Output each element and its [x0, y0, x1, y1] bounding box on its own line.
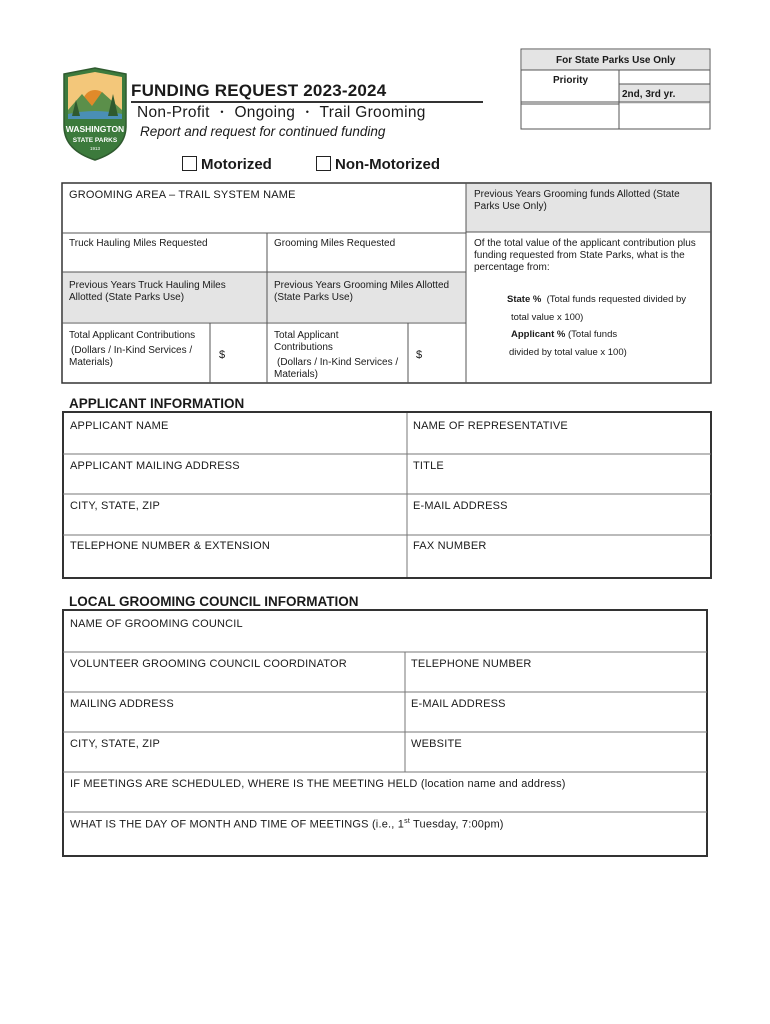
logo-text-1: WASHINGTON: [65, 124, 125, 134]
council-mailing-label: MAILING ADDRESS: [70, 698, 174, 710]
prev-grooming-miles-label: Previous Years Grooming Miles Allotted (State Parks Use): [274, 280, 450, 303]
applicant-percent-desc: (Total funds: [568, 329, 618, 340]
council-section-heading: LOCAL GROOMING COUNCIL INFORMATION: [69, 594, 359, 609]
council-city-label: CITY, STATE, ZIP: [70, 738, 160, 750]
truck-miles-label: Truck Hauling Miles Requested: [69, 238, 208, 249]
council-city-input[interactable]: [65, 753, 403, 771]
representative-label: NAME OF REPRESENTATIVE: [413, 420, 568, 432]
website-input[interactable]: [407, 753, 705, 771]
coordinator-label: VOLUNTEER GROOMING COUNCIL COORDINATOR: [70, 658, 347, 670]
contrib-right-line-2: Contributions: [274, 342, 333, 353]
contrib-right-line-4: Materials): [274, 369, 318, 380]
meetings-when-text: WHAT IS THE DAY OF MONTH AND TIME OF MEETINGS (i.e., 1: [70, 818, 405, 831]
logo-text-3: 1913: [89, 146, 101, 151]
council-email-input[interactable]: [407, 713, 705, 731]
meetings-when-input[interactable]: [65, 833, 705, 854]
applicant-percent-label: Applicant %: [511, 329, 566, 340]
meetings-when-text-end: Tuesday, 7:00pm): [409, 818, 504, 831]
applicant-section-heading: APPLICANT INFORMATION: [69, 396, 245, 411]
non-motorized-label: Non-Motorized: [335, 156, 440, 173]
applicant-mailing-label: APPLICANT MAILING ADDRESS: [70, 460, 240, 472]
coordinator-input[interactable]: [65, 673, 403, 691]
council-email-label: E-MAIL ADDRESS: [411, 698, 506, 710]
state-percent-desc-2: total value x 100): [511, 312, 584, 323]
fax-label: FAX NUMBER: [413, 540, 487, 552]
contrib-left-dollar: $: [219, 349, 226, 361]
bullet-icon: •: [305, 107, 310, 117]
subtitle-trail-grooming: Trail Grooming: [319, 104, 426, 121]
logo-text-2: STATE PARKS: [72, 137, 118, 144]
meetings-where-input[interactable]: [65, 793, 705, 811]
subtitle-nonprofit: Non-Profit: [137, 104, 210, 121]
motorized-label: Motorized: [201, 156, 272, 173]
meetings-where-label: IF MEETINGS ARE SCHEDULED, WHERE IS THE MEETING HELD (location name and address): [70, 778, 566, 790]
applicant-email-label: E-MAIL ADDRESS: [413, 500, 508, 512]
priority-label: Priority: [553, 75, 589, 86]
trail-system-name-label: GROOMING AREA – TRAIL SYSTEM NAME: [69, 189, 296, 201]
council-phone-input[interactable]: [407, 673, 705, 691]
website-label: WEBSITE: [411, 738, 462, 750]
prev-funds-label: Previous Years Grooming funds Allotted (State Parks Use Only): [474, 189, 680, 212]
meetings-when-label: [70, 818, 504, 831]
contrib-left-line-2: (Dollars / In-Kind Services /: [71, 345, 193, 356]
title-label: TITLE: [413, 460, 444, 472]
council-phone-label: TELEPHONE NUMBER: [411, 658, 532, 670]
page-title: FUNDING REQUEST 2023-2024: [131, 81, 387, 100]
council-mailing-input[interactable]: [65, 713, 403, 731]
applicant-name-label: APPLICANT NAME: [70, 420, 169, 432]
state-percent-label: State %: [507, 294, 542, 305]
contrib-right-dollar: $: [416, 349, 423, 361]
applicant-city-label: CITY, STATE, ZIP: [70, 500, 160, 512]
use-only-heading: For State Parks Use Only: [556, 55, 676, 66]
state-percent-desc: (Total funds requested divided by: [546, 294, 687, 305]
contrib-left-line-1: Total Applicant Contributions: [69, 330, 196, 341]
page-description: Report and request for continued funding: [140, 124, 386, 139]
council-name-input[interactable]: [65, 633, 705, 651]
applicant-percent-desc-2: divided by total value x 100): [509, 347, 627, 358]
subtitle-ongoing: Ongoing: [234, 104, 296, 121]
contrib-left-line-3: Materials): [69, 357, 113, 368]
prev-truck-miles-label: Previous Years Truck Hauling Miles Allotted (State Parks Use): [69, 280, 226, 303]
percentage-question: Of the total value of the applicant contribution plus funding requested from State Parks, what is the percentage from:: [474, 238, 696, 273]
meetings-when-sup: st: [404, 818, 410, 825]
bullet-icon: •: [220, 107, 224, 117]
applicant-phone-label: TELEPHONE NUMBER & EXTENSION: [70, 540, 270, 552]
grooming-miles-label: Grooming Miles Requested: [274, 238, 396, 249]
years-label: 2nd, 3rd yr.: [622, 89, 676, 100]
council-name-label: NAME OF GROOMING COUNCIL: [70, 618, 243, 630]
contrib-right-line-1: Total Applicant: [274, 330, 339, 341]
contrib-right-line-3: (Dollars / In-Kind Services /: [277, 357, 399, 368]
